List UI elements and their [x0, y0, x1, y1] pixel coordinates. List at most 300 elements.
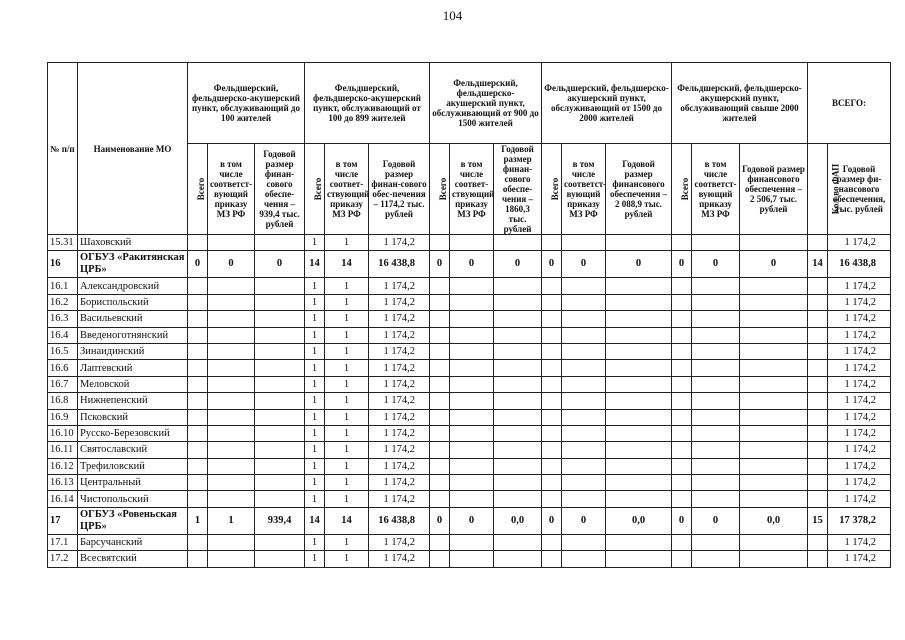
- cell-row-number: 16.1: [48, 278, 78, 294]
- cell-g4-order: [562, 376, 606, 392]
- cell-mo-name: Барсучанский: [78, 534, 188, 550]
- cell-g3-order: [450, 294, 494, 310]
- header-num: № п/п: [48, 63, 78, 235]
- cell-g4-finance: [606, 534, 672, 550]
- cell-g1-finance: [255, 393, 305, 409]
- cell-g5-finance: [740, 343, 808, 359]
- cell-g3-total: [430, 235, 450, 251]
- cell-g2-total: 1: [305, 278, 325, 294]
- page-number: 104: [442, 8, 463, 23]
- cell-g1-order: 1: [208, 507, 255, 534]
- cell-g2-total: 1: [305, 393, 325, 409]
- cell-g3-total: [430, 278, 450, 294]
- cell-g2-total: 1: [305, 551, 325, 567]
- cell-g4-finance: [606, 425, 672, 441]
- header-sub-order: в том числе соответ-ствующий приказу МЗ РФ: [325, 144, 369, 235]
- cell-g1-order: [208, 294, 255, 310]
- cell-g5-finance: [740, 327, 808, 343]
- table-body: [48, 235, 891, 568]
- cell-total-finance: 16 438,8: [828, 251, 891, 278]
- cell-g1-finance: [255, 551, 305, 567]
- cell-g4-order: [562, 425, 606, 441]
- cell-g5-order: [692, 235, 740, 251]
- cell-g2-order: 1: [325, 425, 369, 441]
- cell-g1-finance: [255, 475, 305, 491]
- cell-g5-order: [692, 393, 740, 409]
- cell-g2-order: 1: [325, 278, 369, 294]
- header-sub-finance: Годовой размер финансового обеспечения – 2 088,9 тыс. рублей: [606, 144, 672, 235]
- cell-g5-total: 0: [672, 251, 692, 278]
- cell-mo-name: Всесвятский: [78, 551, 188, 567]
- header-sub-total-label: Всего: [196, 177, 207, 201]
- cell-g4-total: [542, 409, 562, 425]
- cell-g2-order: 1: [325, 475, 369, 491]
- cell-fap-count: [808, 278, 828, 294]
- cell-g3-order: [450, 551, 494, 567]
- cell-g3-order: [450, 376, 494, 392]
- cell-total-finance: 1 174,2: [828, 278, 891, 294]
- cell-row-number: 17: [48, 507, 78, 534]
- cell-g5-finance: [740, 458, 808, 474]
- financing-table: [47, 62, 891, 568]
- cell-g1-order: [208, 409, 255, 425]
- cell-g3-total: [430, 425, 450, 441]
- cell-g3-total: [430, 442, 450, 458]
- cell-g4-order: [562, 551, 606, 567]
- cell-g3-total: 0: [430, 507, 450, 534]
- cell-g2-finance: 1 174,2: [369, 458, 430, 474]
- header-sub-order: в том числе соответст-вующий приказу МЗ РФ: [208, 144, 255, 235]
- cell-g1-finance: 939,4: [255, 507, 305, 534]
- cell-g5-order: [692, 551, 740, 567]
- cell-g1-order: [208, 491, 255, 507]
- cell-g5-total: 0: [672, 507, 692, 534]
- cell-g2-total: 1: [305, 360, 325, 376]
- cell-g3-total: [430, 294, 450, 310]
- cell-g2-total: 1: [305, 534, 325, 550]
- table-row: [48, 311, 891, 327]
- cell-g3-order: [450, 393, 494, 409]
- cell-g2-finance: 1 174,2: [369, 442, 430, 458]
- cell-g1-finance: [255, 458, 305, 474]
- cell-g4-finance: [606, 311, 672, 327]
- cell-total-finance: 17 378,2: [828, 507, 891, 534]
- cell-g1-total: [188, 425, 208, 441]
- cell-g5-total: [672, 376, 692, 392]
- cell-g4-order: 0: [562, 507, 606, 534]
- cell-g4-order: [562, 327, 606, 343]
- cell-fap-count: [808, 458, 828, 474]
- cell-g1-total: [188, 327, 208, 343]
- cell-g4-total: [542, 294, 562, 310]
- cell-g4-total: 0: [542, 251, 562, 278]
- cell-g1-total: [188, 278, 208, 294]
- header-sub-order: в том числе соответст-вующий приказу МЗ РФ: [562, 144, 606, 235]
- cell-g4-order: [562, 442, 606, 458]
- cell-g2-total: 14: [305, 251, 325, 278]
- cell-mo-name: Святославский: [78, 442, 188, 458]
- cell-g2-order: 1: [325, 376, 369, 392]
- cell-mo-name: Введеноготнянский: [78, 327, 188, 343]
- cell-g4-total: [542, 393, 562, 409]
- cell-g5-total: [672, 311, 692, 327]
- header-sub-total-label: Всего: [313, 177, 324, 201]
- cell-g5-total: [672, 491, 692, 507]
- cell-g1-order: [208, 425, 255, 441]
- cell-g5-finance: [740, 409, 808, 425]
- cell-g3-order: [450, 534, 494, 550]
- cell-mo-name: Александровский: [78, 278, 188, 294]
- cell-mo-name: ОГБУЗ «Ракитянская ЦРБ»: [78, 251, 188, 278]
- cell-g3-finance: [494, 442, 542, 458]
- cell-g3-order: [450, 235, 494, 251]
- header-sub-total: [430, 144, 450, 235]
- cell-g1-finance: [255, 425, 305, 441]
- cell-g2-total: 1: [305, 327, 325, 343]
- cell-g5-total: [672, 343, 692, 359]
- cell-g5-finance: [740, 425, 808, 441]
- cell-total-finance: 1 174,2: [828, 235, 891, 251]
- cell-row-number: 16.9: [48, 409, 78, 425]
- cell-g1-order: [208, 551, 255, 567]
- cell-g2-order: 1: [325, 442, 369, 458]
- header-group-5: Фельдшерский, фельдшерско-акушерский пункт, обслуживающий свыше 2000 жителей: [672, 63, 808, 144]
- cell-g3-finance: [494, 534, 542, 550]
- cell-g1-order: [208, 534, 255, 550]
- cell-total-finance: 1 174,2: [828, 534, 891, 550]
- cell-total-finance: 1 174,2: [828, 360, 891, 376]
- cell-g5-total: [672, 425, 692, 441]
- table-row: [48, 425, 891, 441]
- cell-g2-order: 1: [325, 458, 369, 474]
- cell-g3-order: [450, 425, 494, 441]
- cell-fap-count: [808, 235, 828, 251]
- cell-fap-count: [808, 343, 828, 359]
- cell-total-finance: 1 174,2: [828, 442, 891, 458]
- cell-g5-finance: [740, 360, 808, 376]
- cell-g1-order: [208, 393, 255, 409]
- cell-g2-order: 1: [325, 551, 369, 567]
- cell-g2-order: 1: [325, 343, 369, 359]
- cell-total-finance: 1 174,2: [828, 393, 891, 409]
- cell-fap-count: [808, 409, 828, 425]
- cell-g4-total: [542, 343, 562, 359]
- table-row: [48, 327, 891, 343]
- header-group-4: Фельдшерский, фельдшерско-акушерский пункт, обслуживающий от 1500 до 2000 жителей: [542, 63, 672, 144]
- cell-g4-finance: 0: [606, 251, 672, 278]
- cell-g1-finance: [255, 235, 305, 251]
- cell-g4-order: [562, 409, 606, 425]
- cell-g1-total: [188, 235, 208, 251]
- cell-g2-total: 1: [305, 235, 325, 251]
- cell-fap-count: [808, 294, 828, 310]
- cell-g1-total: [188, 409, 208, 425]
- cell-g2-finance: 16 438,8: [369, 251, 430, 278]
- cell-g4-finance: [606, 458, 672, 474]
- cell-g2-total: 1: [305, 409, 325, 425]
- table-row: [48, 393, 891, 409]
- header-sub-total: [542, 144, 562, 235]
- cell-g2-finance: 1 174,2: [369, 360, 430, 376]
- cell-g4-order: [562, 278, 606, 294]
- cell-g4-total: [542, 458, 562, 474]
- cell-g4-finance: [606, 376, 672, 392]
- cell-g2-order: 14: [325, 507, 369, 534]
- cell-g5-total: [672, 235, 692, 251]
- cell-g3-finance: [494, 393, 542, 409]
- cell-fap-count: 15: [808, 507, 828, 534]
- table-row: [48, 491, 891, 507]
- cell-g5-order: [692, 475, 740, 491]
- cell-g2-total: 1: [305, 311, 325, 327]
- cell-g5-order: [692, 425, 740, 441]
- cell-g1-total: [188, 376, 208, 392]
- cell-g2-finance: 1 174,2: [369, 278, 430, 294]
- table-row: [48, 551, 891, 567]
- cell-g5-finance: 0: [740, 251, 808, 278]
- cell-g3-finance: 0: [494, 251, 542, 278]
- table-row: [48, 235, 891, 251]
- cell-g4-total: [542, 425, 562, 441]
- cell-g4-finance: [606, 442, 672, 458]
- cell-g1-total: [188, 442, 208, 458]
- cell-total-finance: 1 174,2: [828, 343, 891, 359]
- cell-g4-order: [562, 294, 606, 310]
- cell-g3-total: [430, 311, 450, 327]
- cell-g1-finance: [255, 311, 305, 327]
- cell-g2-finance: 1 174,2: [369, 491, 430, 507]
- cell-g3-order: [450, 311, 494, 327]
- cell-g5-total: [672, 458, 692, 474]
- cell-g5-finance: [740, 475, 808, 491]
- cell-g5-order: [692, 534, 740, 550]
- cell-fap-count: [808, 551, 828, 567]
- cell-g2-finance: 1 174,2: [369, 376, 430, 392]
- cell-g4-total: 0: [542, 507, 562, 534]
- cell-g1-order: [208, 327, 255, 343]
- cell-row-number: 16.7: [48, 376, 78, 392]
- cell-mo-name: ОГБУЗ «Ровеньская ЦРБ»: [78, 507, 188, 534]
- cell-row-number: 16.3: [48, 311, 78, 327]
- cell-g3-finance: [494, 294, 542, 310]
- cell-g3-finance: [494, 360, 542, 376]
- table-row: [48, 409, 891, 425]
- cell-fap-count: [808, 327, 828, 343]
- cell-g3-order: [450, 409, 494, 425]
- cell-g4-order: [562, 475, 606, 491]
- cell-g2-order: 1: [325, 311, 369, 327]
- cell-g1-finance: 0: [255, 251, 305, 278]
- cell-g1-order: [208, 311, 255, 327]
- cell-g2-total: 1: [305, 491, 325, 507]
- cell-row-number: 16.11: [48, 442, 78, 458]
- cell-mo-name: Чистопольский: [78, 491, 188, 507]
- cell-g4-total: [542, 442, 562, 458]
- header-sub-finance: Годовой размер финан-сового обеспе-чения – 939,4 тыс. рублей: [255, 144, 305, 235]
- header-sub-order: в том числе соответ-ствующий приказу МЗ РФ: [450, 144, 494, 235]
- cell-g2-order: 1: [325, 327, 369, 343]
- cell-g3-finance: 0,0: [494, 507, 542, 534]
- cell-fap-count: [808, 475, 828, 491]
- cell-mo-name: Трефиловский: [78, 458, 188, 474]
- cell-g5-order: [692, 278, 740, 294]
- cell-g3-total: 0: [430, 251, 450, 278]
- cell-g2-total: 1: [305, 343, 325, 359]
- header-sub-order: в том числе соответст-вующий приказу МЗ РФ: [692, 144, 740, 235]
- cell-g1-finance: [255, 376, 305, 392]
- cell-g5-order: [692, 376, 740, 392]
- cell-g4-total: [542, 311, 562, 327]
- cell-g4-total: [542, 475, 562, 491]
- cell-fap-count: [808, 311, 828, 327]
- cell-g3-finance: [494, 376, 542, 392]
- cell-row-number: 15.31: [48, 235, 78, 251]
- cell-g5-total: [672, 278, 692, 294]
- header-sub-total: [672, 144, 692, 235]
- cell-g5-total: [672, 475, 692, 491]
- cell-g3-order: 0: [450, 507, 494, 534]
- header-sub-fap-count-label: Кол-во ФАП: [830, 163, 841, 215]
- cell-g5-finance: [740, 551, 808, 567]
- header-sub-total-label: Всего: [438, 177, 449, 201]
- cell-g2-finance: 1 174,2: [369, 425, 430, 441]
- cell-g5-total: [672, 294, 692, 310]
- cell-mo-name: Нижнепенский: [78, 393, 188, 409]
- cell-g5-finance: [740, 393, 808, 409]
- cell-total-finance: 1 174,2: [828, 475, 891, 491]
- cell-g3-order: [450, 458, 494, 474]
- cell-row-number: 16.8: [48, 393, 78, 409]
- cell-row-number: 17.2: [48, 551, 78, 567]
- cell-fap-count: [808, 442, 828, 458]
- cell-g2-finance: 1 174,2: [369, 294, 430, 310]
- cell-g4-total: [542, 327, 562, 343]
- cell-g1-order: [208, 475, 255, 491]
- cell-g2-finance: 1 174,2: [369, 409, 430, 425]
- cell-g1-order: [208, 235, 255, 251]
- table-row: [48, 442, 891, 458]
- header-sub-total-label: Всего: [680, 177, 691, 201]
- cell-g3-total: [430, 409, 450, 425]
- cell-g1-order: [208, 458, 255, 474]
- cell-g1-total: [188, 458, 208, 474]
- cell-g2-order: 14: [325, 251, 369, 278]
- header-sub-finance: Годовой размер финан-сового обеспе-чения – 1860,3 тыс. рублей: [494, 144, 542, 235]
- cell-g5-finance: [740, 376, 808, 392]
- cell-g4-finance: [606, 360, 672, 376]
- cell-g3-total: [430, 327, 450, 343]
- cell-g3-finance: [494, 409, 542, 425]
- header-sub-total-label: Всего: [550, 177, 561, 201]
- cell-g2-total: 14: [305, 507, 325, 534]
- cell-fap-count: [808, 393, 828, 409]
- cell-g1-total: [188, 343, 208, 359]
- cell-g5-finance: [740, 534, 808, 550]
- cell-g1-finance: [255, 360, 305, 376]
- cell-g3-order: [450, 475, 494, 491]
- cell-row-number: 16.12: [48, 458, 78, 474]
- cell-g1-total: [188, 475, 208, 491]
- cell-g3-finance: [494, 278, 542, 294]
- cell-g4-finance: [606, 278, 672, 294]
- cell-g2-total: 1: [305, 425, 325, 441]
- cell-g2-total: 1: [305, 376, 325, 392]
- cell-g5-total: [672, 409, 692, 425]
- cell-row-number: 16.14: [48, 491, 78, 507]
- cell-g4-finance: [606, 393, 672, 409]
- cell-g3-finance: [494, 425, 542, 441]
- cell-row-number: 16.10: [48, 425, 78, 441]
- cell-g4-finance: [606, 294, 672, 310]
- cell-g3-finance: [494, 343, 542, 359]
- cell-g2-finance: 1 174,2: [369, 551, 430, 567]
- table-row-organization: [48, 251, 891, 278]
- cell-g5-finance: [740, 442, 808, 458]
- cell-g2-finance: 1 174,2: [369, 327, 430, 343]
- cell-total-finance: 1 174,2: [828, 311, 891, 327]
- cell-g1-order: 0: [208, 251, 255, 278]
- header-name: Наименование МО: [78, 63, 188, 235]
- cell-g4-total: [542, 491, 562, 507]
- cell-total-finance: 1 174,2: [828, 409, 891, 425]
- cell-g5-order: [692, 442, 740, 458]
- cell-g3-total: [430, 360, 450, 376]
- cell-g3-order: [450, 360, 494, 376]
- cell-g4-order: [562, 343, 606, 359]
- cell-g3-total: [430, 343, 450, 359]
- table-row: [48, 376, 891, 392]
- header-group-2: Фельдшерский, фельдшерско-акушерский пункт, обслуживающий от 100 до 899 жителей: [305, 63, 430, 144]
- cell-g4-order: [562, 491, 606, 507]
- cell-g3-total: [430, 551, 450, 567]
- cell-g5-total: [672, 360, 692, 376]
- cell-g3-total: [430, 393, 450, 409]
- cell-g5-finance: [740, 278, 808, 294]
- cell-g4-total: [542, 534, 562, 550]
- cell-g4-finance: [606, 235, 672, 251]
- cell-g1-finance: [255, 442, 305, 458]
- cell-row-number: 16.6: [48, 360, 78, 376]
- table-row: [48, 278, 891, 294]
- cell-mo-name: Бориспольский: [78, 294, 188, 310]
- header-group-1: Фельдшерский, фельдшерско-акушерский пункт, обслуживающий до 100 жителей: [188, 63, 305, 144]
- cell-mo-name: Меловской: [78, 376, 188, 392]
- cell-g5-total: [672, 327, 692, 343]
- cell-g4-total: [542, 278, 562, 294]
- cell-mo-name: Псковский: [78, 409, 188, 425]
- cell-g4-total: [542, 376, 562, 392]
- cell-g5-order: [692, 327, 740, 343]
- cell-g4-total: [542, 235, 562, 251]
- cell-g3-order: [450, 327, 494, 343]
- cell-mo-name: Шаховский: [78, 235, 188, 251]
- header-sub-total-finance: Годовой размер фи-нансового обеспечения, тыс. рублей: [828, 144, 891, 235]
- cell-g4-order: [562, 235, 606, 251]
- cell-total-finance: 1 174,2: [828, 376, 891, 392]
- cell-g5-finance: 0,0: [740, 507, 808, 534]
- cell-row-number: 16.4: [48, 327, 78, 343]
- cell-row-number: 16.2: [48, 294, 78, 310]
- cell-g3-total: [430, 475, 450, 491]
- table-row: [48, 343, 891, 359]
- cell-g5-finance: [740, 311, 808, 327]
- cell-g2-order: 1: [325, 360, 369, 376]
- cell-g5-order: [692, 311, 740, 327]
- cell-g5-finance: [740, 294, 808, 310]
- cell-g2-order: 1: [325, 393, 369, 409]
- cell-g2-finance: 1 174,2: [369, 235, 430, 251]
- cell-g4-finance: [606, 475, 672, 491]
